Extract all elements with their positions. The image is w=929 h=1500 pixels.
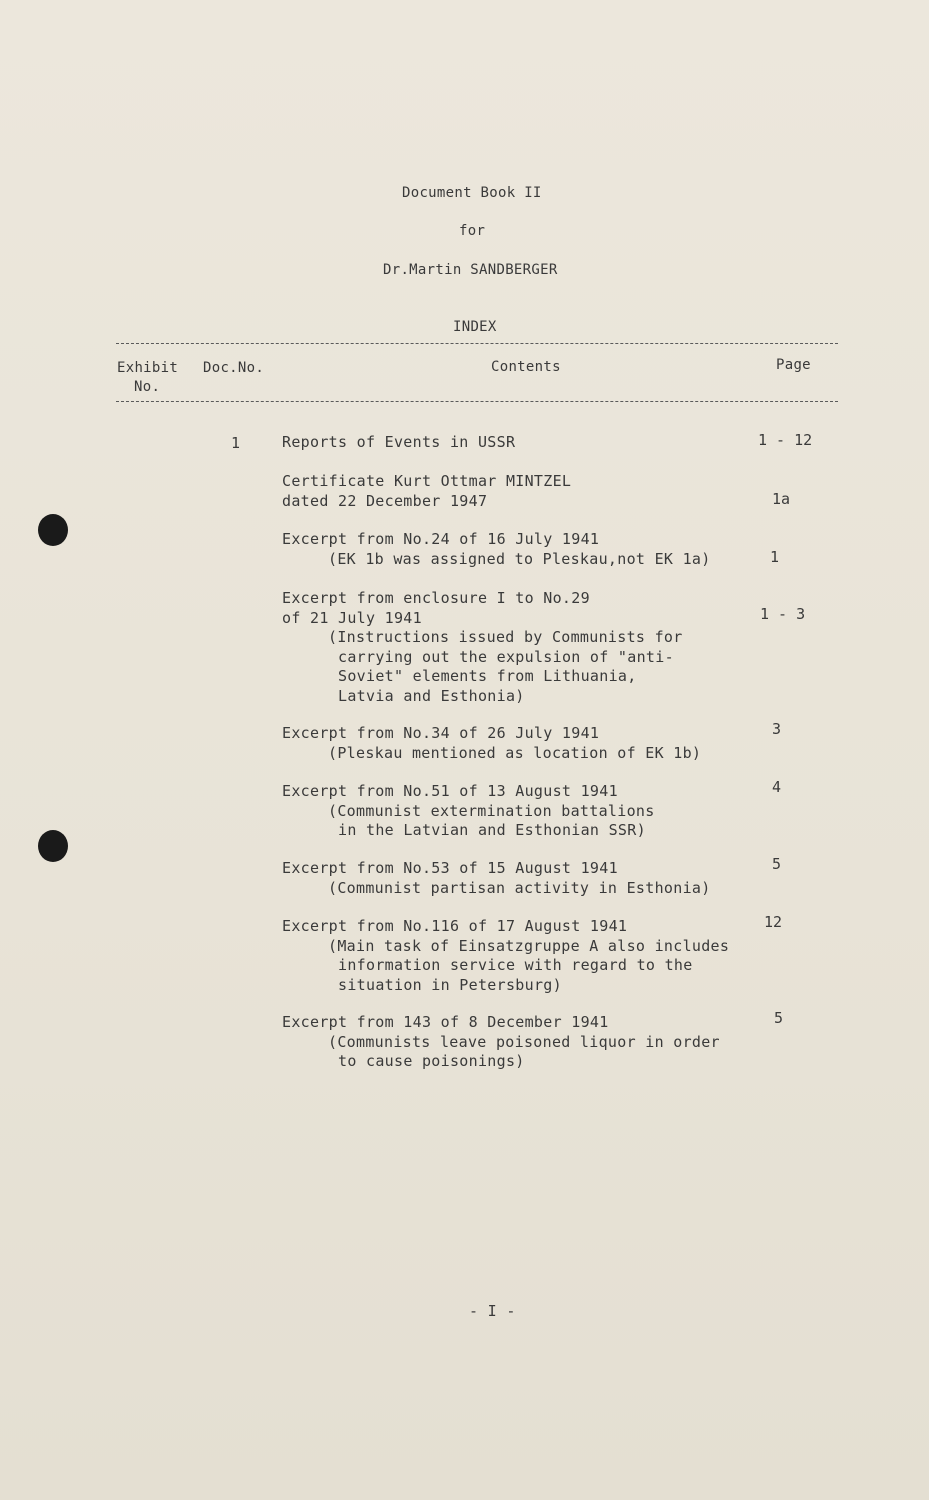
index-entry bbox=[282, 433, 515, 453]
entry-line: situation in Petersburg) bbox=[338, 975, 562, 994]
entry-line: dated 22 December 1947 bbox=[282, 491, 488, 510]
entry-line: (Pleskau mentioned as location of EK 1b) bbox=[328, 743, 702, 762]
entry-line: Excerpt from No.24 of 16 July 1941 bbox=[282, 530, 600, 548]
title-for: for bbox=[459, 223, 486, 239]
entry-line: (Communists leave poisoned liquor in order bbox=[328, 1032, 720, 1051]
entry-page: 5 bbox=[772, 855, 782, 873]
defendant-name: Dr.Martin SANDBERGER bbox=[383, 262, 558, 278]
entry-line: Excerpt from No.34 of 26 July 1941 bbox=[282, 724, 600, 742]
document-title: Document Book II bbox=[402, 185, 542, 201]
entry-line: information service with regard to the bbox=[338, 956, 693, 974]
entry-line: Excerpt from No.116 of 17 August 1941 bbox=[282, 917, 628, 935]
entry-line: Excerpt from 143 of 8 December 1941 bbox=[282, 1013, 609, 1031]
index-entry bbox=[282, 782, 655, 841]
column-contents: Contents bbox=[491, 359, 561, 375]
index-entry bbox=[282, 859, 711, 898]
index-entry bbox=[282, 589, 683, 706]
column-page: Page bbox=[776, 357, 811, 373]
doc-number: 1 bbox=[231, 434, 241, 452]
entry-page: 1a bbox=[772, 490, 791, 508]
divider-bottom bbox=[116, 401, 838, 402]
index-entry bbox=[282, 724, 701, 763]
entry-page: 1 - 3 bbox=[760, 605, 806, 623]
column-exhibit: Exhibit bbox=[117, 360, 179, 376]
divider-top bbox=[116, 343, 838, 344]
entry-line: Reports of Events in USSR bbox=[282, 433, 516, 451]
entry-page: 4 bbox=[772, 778, 782, 796]
index-entry bbox=[282, 530, 711, 569]
entry-line: Excerpt from No.51 of 13 August 1941 bbox=[282, 782, 618, 800]
index-entry bbox=[282, 472, 571, 511]
entry-line: (Instructions issued by Communists for bbox=[328, 628, 683, 646]
entry-line: of 21 July 1941 bbox=[282, 608, 422, 627]
entry-line: (EK 1b was assigned to Pleskau,not EK 1a) bbox=[328, 549, 711, 568]
entry-line: Excerpt from No.53 of 15 August 1941 bbox=[282, 859, 618, 877]
index-entry bbox=[282, 1013, 720, 1072]
entry-line: to cause poisonings) bbox=[338, 1052, 525, 1070]
entry-page: 12 bbox=[764, 913, 783, 931]
entry-page: 5 bbox=[774, 1009, 784, 1027]
index-heading: INDEX bbox=[453, 319, 497, 335]
index-entry bbox=[282, 917, 729, 995]
page-number: - I - bbox=[469, 1302, 516, 1320]
entry-line: (Communist partisan activity in Esthonia) bbox=[328, 878, 711, 897]
entry-line: Certificate Kurt Ottmar MINTZEL bbox=[282, 472, 572, 490]
entry-line: Latvia and Esthonia) bbox=[338, 686, 525, 705]
entry-page: 1 bbox=[770, 548, 780, 566]
column-exhibit-no: No. bbox=[134, 379, 161, 395]
column-doc-no: Doc.No. bbox=[203, 360, 265, 376]
entry-line: Excerpt from enclosure I to No.29 bbox=[282, 589, 590, 607]
entry-line: (Main task of Einsatzgruppe A also includes bbox=[328, 936, 730, 955]
entry-page: 3 bbox=[772, 720, 782, 738]
entry-line: in the Latvian and Esthonian SSR) bbox=[338, 821, 646, 839]
punch-hole bbox=[38, 514, 68, 546]
entry-line: (Communist extermination battalions bbox=[328, 801, 655, 820]
entry-line: Soviet" elements from Lithuania, bbox=[338, 667, 637, 685]
punch-hole bbox=[38, 830, 68, 862]
entry-page: 1 - 12 bbox=[758, 431, 813, 449]
entry-line: carrying out the expulsion of "anti- bbox=[338, 647, 674, 666]
